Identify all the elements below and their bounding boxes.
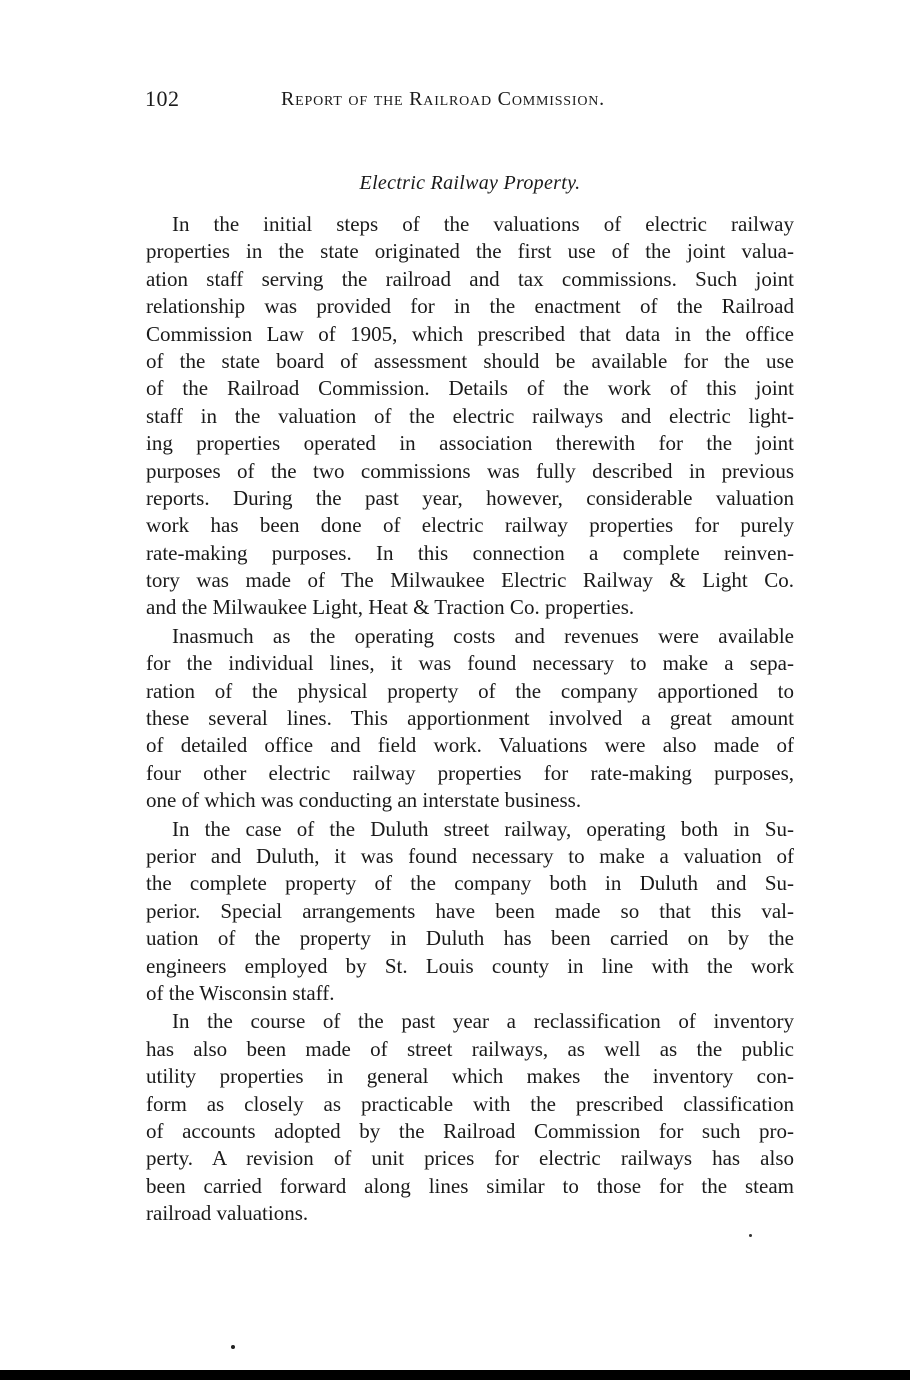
text-line: properties in the state originated the first use of the joint valua-: [146, 239, 794, 264]
text-line: In the initial steps of the valuations of electric railway: [172, 212, 794, 236]
paragraph: [146, 623, 794, 815]
text-line: ration of the physical property of the company apportioned to: [146, 678, 794, 703]
text-line: of the Wisconsin staff.: [146, 980, 335, 1005]
text-line: of the state board of assessment should be available for the use: [146, 348, 794, 373]
text-line: form as closely as practicable with the prescribed classification: [146, 1091, 794, 1116]
paragraph: [146, 211, 794, 622]
text-line: these several lines. This apportionment involved a great amount: [146, 706, 794, 731]
text-line: ation staff serving the railroad and tax commissions. Such joint: [146, 266, 794, 291]
text-line: Commission Law of 1905, which prescribed that data in the office: [146, 321, 794, 346]
scan-edge: [0, 1370, 910, 1380]
text-line: of accounts adopted by the Railroad Commission for such pro-: [146, 1118, 794, 1143]
text-line: In the case of the Duluth street railway, operating both in Su-: [172, 816, 794, 841]
text-line: purposes of the two commissions was fully described in previous: [146, 458, 794, 483]
text-line: been carried forward along lines similar to those for the steam: [146, 1173, 794, 1198]
text-line: four other electric railway properties for rate-making purposes,: [146, 760, 794, 785]
text-line: Inasmuch as the operating costs and revenues were available: [172, 623, 794, 648]
text-line: In the course of the past year a reclassification of inventory: [172, 1009, 794, 1034]
section-heading: Electric Railway Property.: [359, 172, 581, 194]
text-line: railroad valuations.: [146, 1201, 309, 1226]
text-line: and the Milwaukee Light, Heat & Traction Co. properties.: [146, 595, 635, 620]
text-line: one of which was conducting an interstate business.: [146, 788, 582, 813]
text-line: for the individual lines, it was found necessary to make a sepa-: [146, 651, 794, 676]
text-line: tory was made of The Milwaukee Electric Railway & Light Co.: [146, 568, 794, 593]
text-line: reports. During the past year, however, considerable valuation: [146, 485, 794, 510]
text-line: work has been done of electric railway properties for purely: [146, 513, 794, 538]
paragraph: [146, 816, 794, 1008]
text-line: ing properties operated in association therewith for the joint: [146, 431, 794, 456]
text-line: of detailed office and field work. Valuations were also made of: [146, 733, 794, 758]
text-line: perior and Duluth, it was found necessary to make a valuation of: [146, 843, 794, 868]
running-title: Report of the Railroad Commission.: [281, 88, 605, 110]
text-line: of the Railroad Commission. Details of the work of this joint: [146, 376, 794, 401]
text-line: has also been made of street railways, as well as the public: [146, 1036, 794, 1061]
text-line: uation of the property in Duluth has been carried on by the: [146, 926, 794, 951]
text-line: perior. Special arrangements have been made so that this val-: [146, 898, 794, 923]
text-line: engineers employed by St. Louis county in line with the work: [146, 953, 794, 978]
text-line: utility properties in general which makes the inventory con-: [146, 1064, 794, 1089]
text-line: the complete property of the company both in Duluth and Su-: [146, 871, 794, 896]
body-text: [146, 211, 794, 1228]
text-line: perty. A revision of unit prices for electric railways has also: [146, 1146, 794, 1171]
ink-speck: [749, 1234, 752, 1237]
text-line: rate-making purposes. In this connection a complete reinven-: [146, 540, 794, 565]
paragraph: [146, 1008, 794, 1227]
running-head: [145, 86, 665, 116]
ink-speck: [231, 1345, 235, 1349]
text-line: staff in the valuation of the electric railways and electric light-: [146, 403, 794, 428]
page-number: 102: [145, 86, 180, 111]
text-line: relationship was provided for in the enactment of the Railroad: [146, 294, 794, 319]
